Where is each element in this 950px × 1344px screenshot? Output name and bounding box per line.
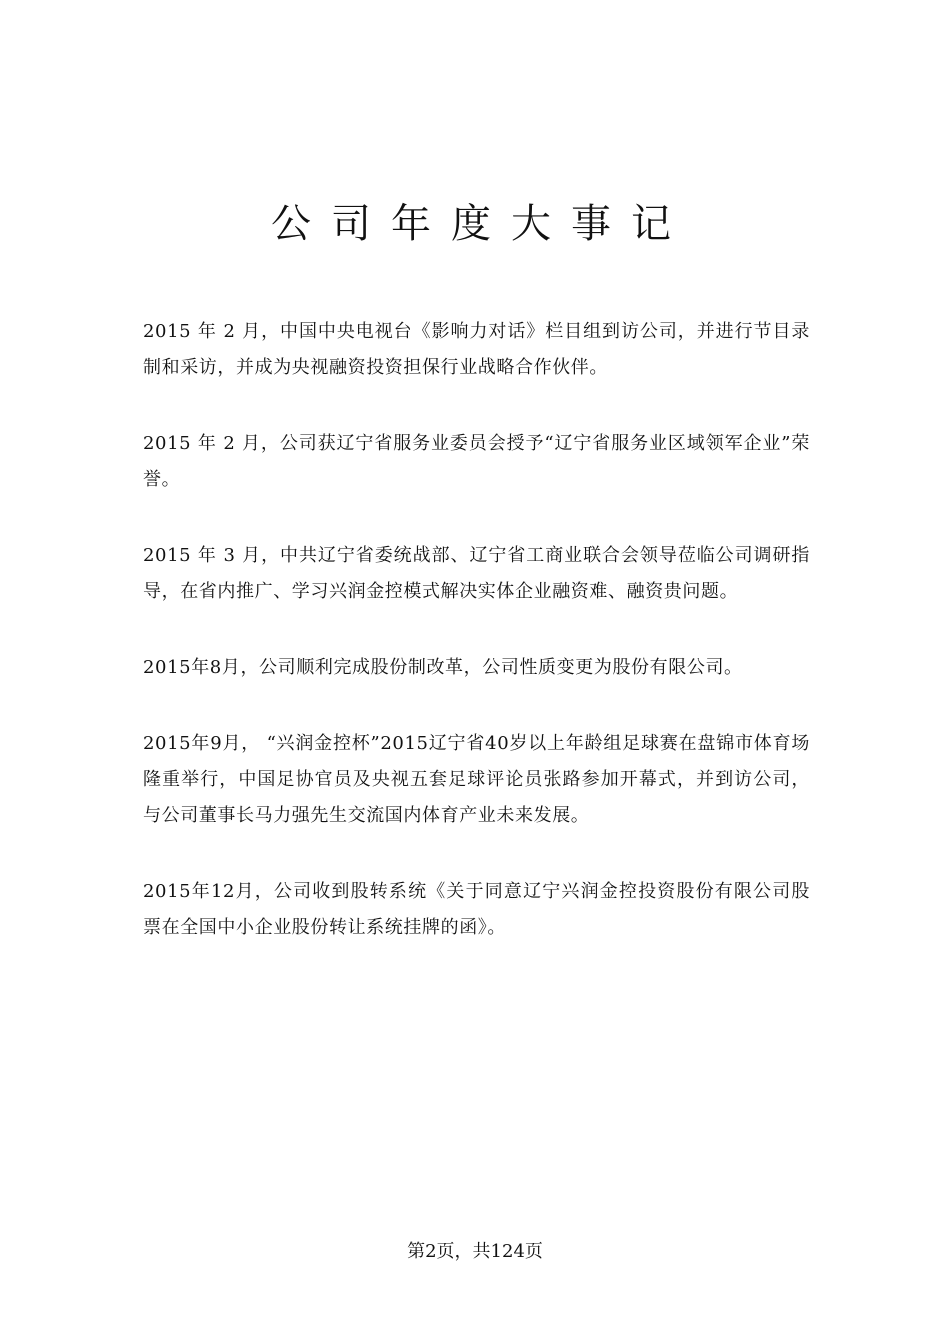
page-title: 公司年度大事记 — [271, 201, 691, 247]
event-item: 2015年8月，公司顺利完成股份制改革，公司性质变更为股份有限公司。 — [143, 657, 743, 678]
event-item: 2015 年 2 月，中国中央电视台《影响力对话》栏目组到访公司，并进行节目录制和采访，并成为央视融资投资担保行业战略合作伙伴。 — [143, 321, 810, 378]
event-list — [143, 314, 810, 986]
event-item: 2015 年 3 月，中共辽宁省委统战部、辽宁省工商业联合会领导莅临公司调研指导，在省内推广、学习兴润金控模式解决实体企业融资难、融资贵问题。 — [143, 545, 810, 602]
event-item: 2015年9月， “兴润金控杯”2015辽宁省40岁以上年龄组足球赛在盘锦市体育场隆重举行，中国足协官员及央视五套足球评论员张路参加开幕式，并到访公司，与公司董事长马力强先生交流国内体育产业未来发展。 — [143, 733, 810, 826]
event-item: 2015年12月，公司收到股转系统《关于同意辽宁兴润金控投资股份有限公司股票在全国中小企业股份转让系统挂牌的函》。 — [143, 881, 810, 938]
event-item: 2015 年 2 月，公司获辽宁省服务业委员会授予“辽宁省服务业区域领军企业”荣誉。 — [143, 433, 810, 490]
page-number: 第2页，共124页 — [407, 1241, 543, 1262]
